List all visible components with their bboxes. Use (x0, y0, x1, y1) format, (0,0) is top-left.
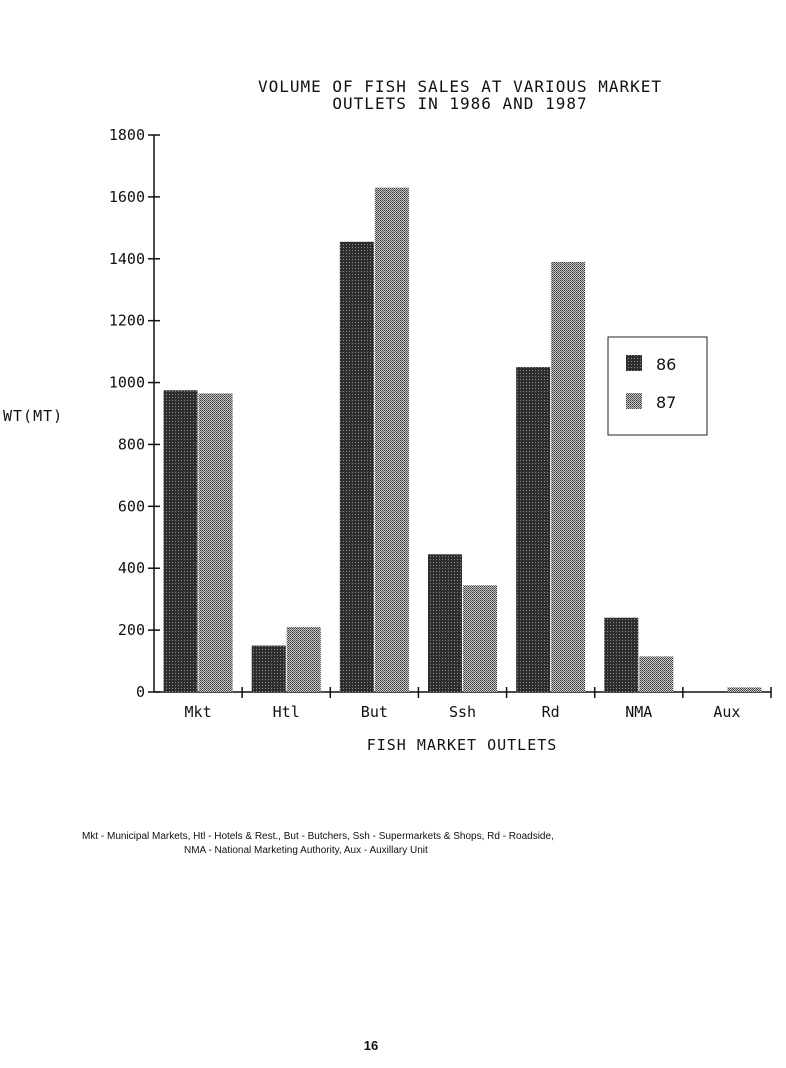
legend-swatch-86 (626, 355, 642, 371)
legend-swatch-87 (626, 393, 642, 409)
bar-86-but (340, 242, 374, 692)
footnote (60, 830, 740, 858)
bar-87-htl (287, 627, 321, 692)
bar-87-but (375, 188, 409, 692)
y-tick-label: 1200 (108, 311, 145, 330)
bar-86-ssh (428, 554, 462, 692)
legend-label-86: 86 (656, 355, 677, 374)
y-tick-label: 0 (135, 683, 145, 701)
bar-87-mkt (199, 393, 233, 692)
bar-87-aux (727, 687, 761, 692)
legend-box (608, 337, 707, 435)
bar-87-rd (551, 262, 585, 692)
x-tick-label: NMA (625, 703, 653, 721)
bar-87-ssh (463, 585, 497, 692)
y-tick-label: 1800 (108, 126, 145, 144)
chart-title-line-2: OUTLETS IN 1986 AND 1987 (332, 94, 588, 113)
x-tick-label: Htl (272, 703, 300, 721)
bar-86-nma (604, 618, 638, 692)
bar-86-rd (516, 367, 550, 692)
y-axis-title: WT(MT) (3, 407, 64, 425)
bar-86-mkt (164, 390, 198, 692)
y-tick-label: 1600 (108, 187, 145, 206)
legend (608, 337, 707, 435)
y-tick-label: 1000 (108, 373, 145, 392)
x-tick-label: Ssh (448, 703, 477, 721)
footnote-line-2: NMA - National Marketing Authority, Aux - Auxillary Unit (184, 845, 428, 856)
bar-86-htl (252, 646, 286, 692)
chart-title-line-1: VOLUME OF FISH SALES AT VARIOUS MARKET (257, 77, 663, 96)
legend-label-87: 87 (656, 393, 677, 412)
x-tick-label: Aux (713, 703, 741, 721)
x-tick-label: But (360, 703, 388, 721)
y-tick-label: 800 (117, 435, 145, 454)
y-tick-label: 400 (117, 559, 145, 578)
y-tick-label: 200 (117, 621, 145, 640)
x-tick-label: Mkt (184, 703, 212, 721)
footnote-line-1: Mkt - Municipal Markets, Htl - Hotels & Rest., But - Butchers, Ssh - Supermarkets & Shops, Rd - Roadside, (82, 831, 554, 842)
y-tick-label: 600 (117, 497, 145, 516)
x-tick-label: Rd (541, 703, 560, 721)
y-tick-label: 1400 (108, 249, 145, 268)
x-axis-title: FISH MARKET OUTLETS (366, 736, 558, 754)
bar-87-nma (639, 656, 673, 692)
page-number: 16 (363, 1038, 379, 1053)
